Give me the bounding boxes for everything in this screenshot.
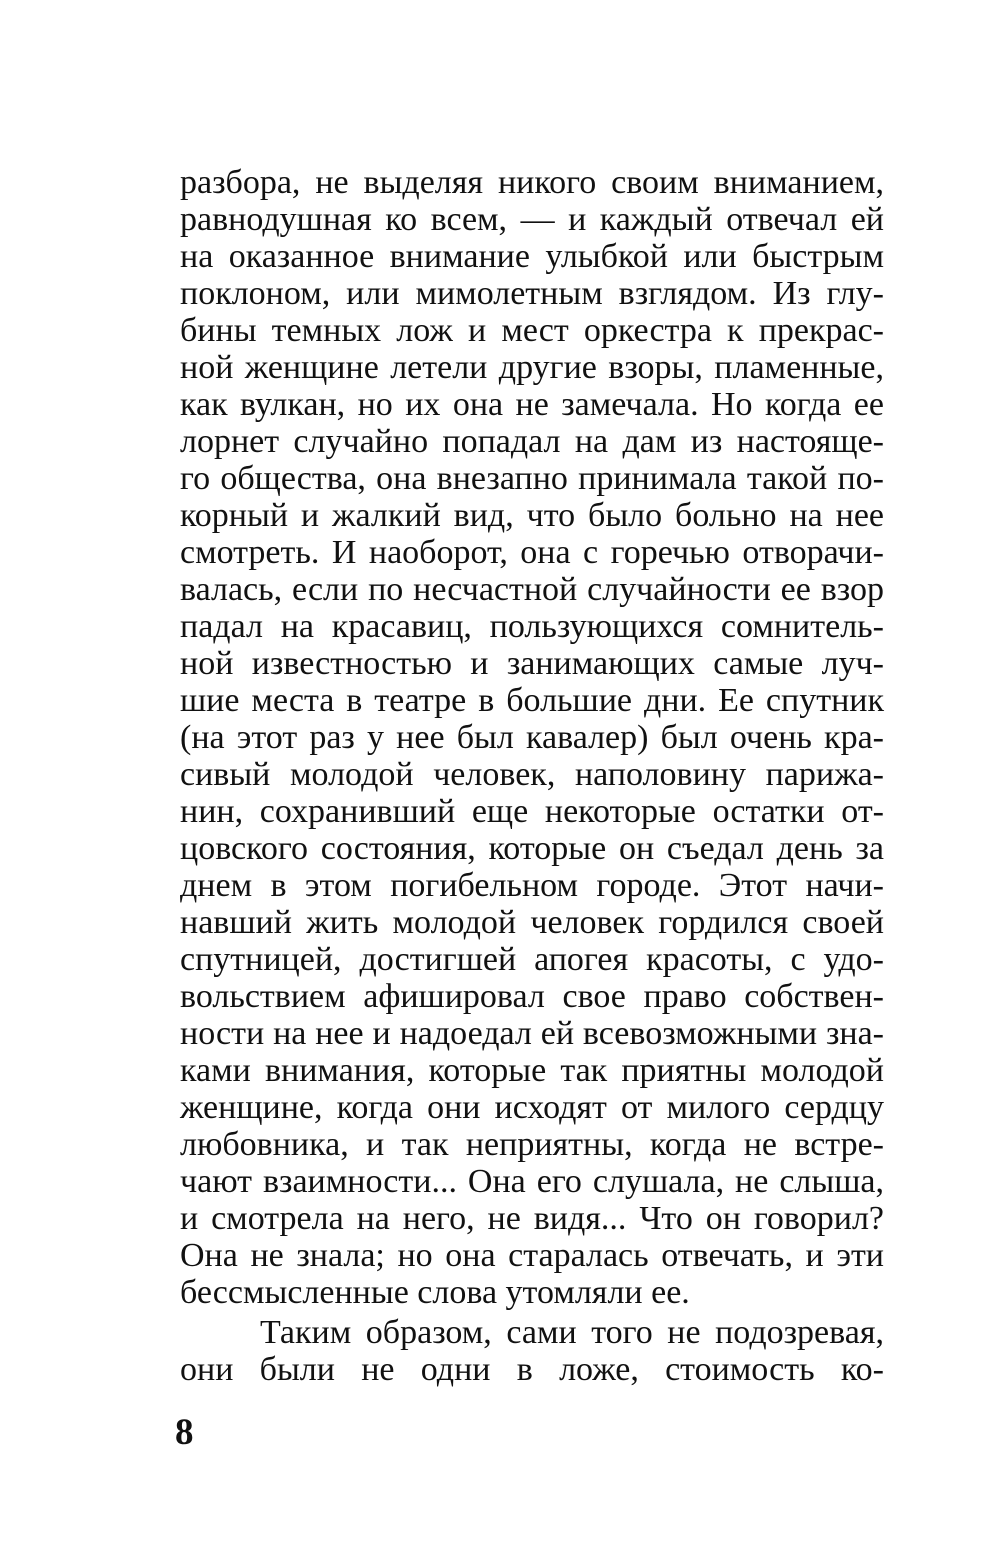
text-line: ной женщине летели другие взоры, пламенные, bbox=[180, 349, 884, 386]
text-line: цовского состояния, которые он съедал день за bbox=[180, 830, 884, 867]
text-line: корный и жалкий вид, что было больно на нее bbox=[180, 497, 884, 534]
text-line: го общества, она внезапно принимала такой по- bbox=[180, 460, 884, 497]
paragraph bbox=[180, 1314, 884, 1388]
text-line: ности на нее и надоедал ей всевозможными зна- bbox=[180, 1015, 884, 1052]
text-line: шие места в театре в большие дни. Ее спутник bbox=[180, 682, 884, 719]
text-line: (на этот раз у нее был кавалер) был очень кра- bbox=[180, 719, 884, 756]
body-text bbox=[180, 164, 884, 1388]
text-line: нин, сохранивший еще некоторые остатки от- bbox=[180, 793, 884, 830]
text-line: вольствием афишировал свое право собствен- bbox=[180, 978, 884, 1015]
text-line: разбора, не выделяя никого своим вниманием, bbox=[180, 164, 884, 201]
paragraph bbox=[180, 164, 884, 1311]
text-line: бины темных лож и мест оркестра к прекрас- bbox=[180, 312, 884, 349]
text-line: смотреть. И наоборот, она с горечью отворачи- bbox=[180, 534, 884, 571]
text-line: Таким образом, сами того не подозревая, bbox=[260, 1314, 884, 1351]
page-number: 8 bbox=[175, 1412, 194, 1453]
text-line: Она не знала; но она старалась отвечать, и эти bbox=[180, 1237, 884, 1274]
text-line: на оказанное внимание улыбкой или быстрым bbox=[180, 238, 884, 275]
text-line: падал на красавиц, пользующихся сомнитель- bbox=[180, 608, 884, 645]
text-line: спутницей, достигшей апогея красоты, с удо- bbox=[180, 941, 884, 978]
text-line: как вулкан, но их она не замечала. Но когда ее bbox=[180, 386, 884, 423]
text-line: лорнет случайно попадал на дам из настояще- bbox=[180, 423, 884, 460]
text-line: валась, если по несчастной случайности ее взор bbox=[180, 571, 884, 608]
text-line: навший жить молодой человек гордился своей bbox=[180, 904, 884, 941]
text-line: поклоном, или мимолетным взглядом. Из глу- bbox=[180, 275, 884, 312]
text-line: бессмысленные слова утомляли ее. bbox=[180, 1274, 690, 1311]
text-line: днем в этом погибельном городе. Этот начи- bbox=[180, 867, 884, 904]
text-line: чают взаимности... Она его слушала, не слыша, bbox=[180, 1163, 884, 1200]
text-line: они были не одни в ложе, стоимость ко- bbox=[180, 1351, 884, 1388]
text-line: ной известностью и занимающих самые луч- bbox=[180, 645, 884, 682]
text-line: женщине, когда они исходят от милого сердцу bbox=[180, 1089, 884, 1126]
text-line: и смотрела на него, не видя... Что он говорил? bbox=[180, 1200, 884, 1237]
text-line: равнодушная ко всем, — и каждый отвечал ей bbox=[180, 201, 884, 238]
text-line: любовника, и так неприятны, когда не встре- bbox=[180, 1126, 884, 1163]
text-line: ками внимания, которые так приятны молодой bbox=[180, 1052, 884, 1089]
text-line: сивый молодой человек, наполовину парижа- bbox=[180, 756, 884, 793]
